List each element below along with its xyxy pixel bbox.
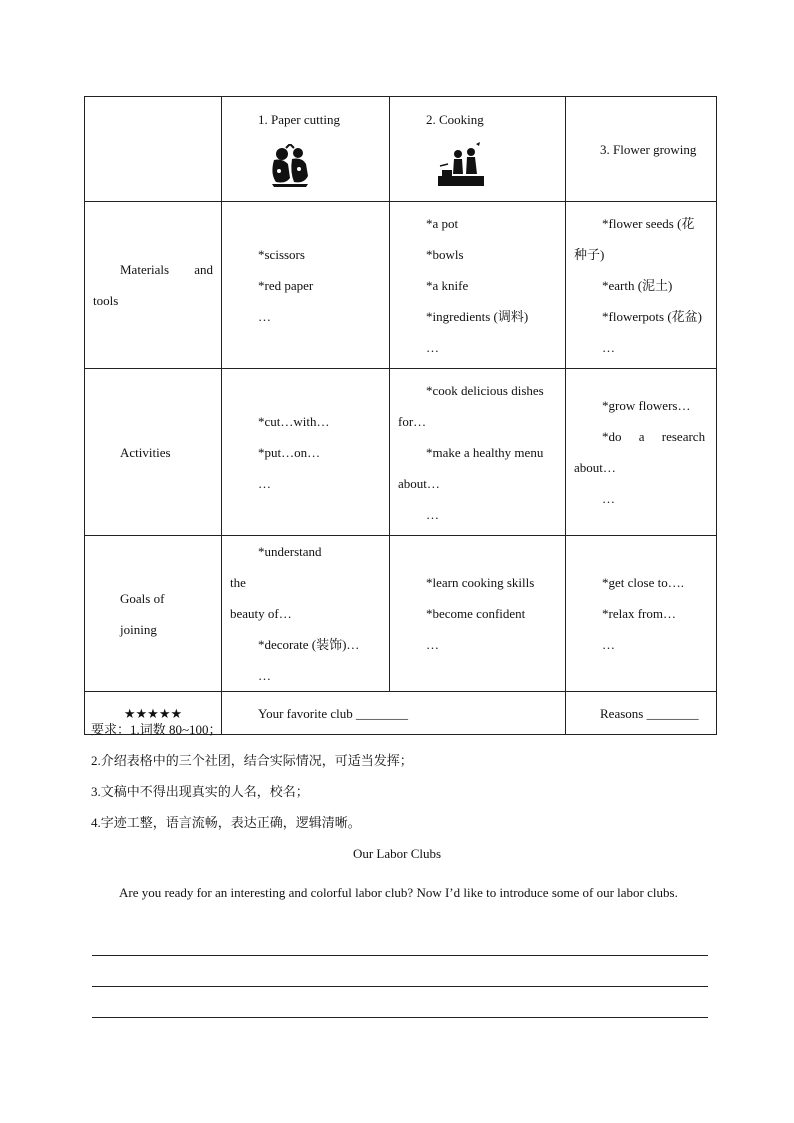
materials-c1-line1: *scissors: [258, 246, 305, 262]
materials-c3-line4: *flowerpots (花盆): [602, 308, 703, 324]
favorite-club-text: Your favorite club ________: [258, 705, 408, 721]
goals-label-line2: joining: [120, 621, 157, 637]
goals-c3-line1: *get close to….: [602, 575, 684, 590]
materials-c2-line4: *ingredients (调料): [426, 308, 529, 324]
materials-c2-line3: *a knife: [426, 277, 469, 293]
materials-label-word3: tools: [93, 293, 119, 308]
essay-title: Our Labor Clubs: [352, 846, 442, 861]
writing-line-2[interactable]: [92, 986, 708, 987]
requirement-line-4: 4.字迹工整，语言流畅，表达正确，逻辑清晰。: [91, 815, 361, 830]
goals-c2-line2: *become confident: [426, 606, 526, 621]
materials-label-word1: Materials: [120, 262, 170, 277]
activities-row: [85, 369, 717, 536]
activities-c2-line2: for…: [398, 413, 427, 429]
materials-c3-line5: …: [602, 339, 615, 355]
materials-c1-line3: …: [258, 308, 271, 324]
goals-club1-cell: [222, 536, 390, 692]
activities-c2-line4: about…: [398, 475, 440, 491]
club1-header-cell: [222, 97, 390, 202]
activities-c3-line1: *grow flowers…: [602, 398, 691, 413]
writing-line-3[interactable]: [92, 1017, 708, 1018]
goals-row: [85, 536, 717, 692]
goals-c1-line1: *understand the: [230, 544, 322, 590]
activities-c3-line2: *do a research: [602, 429, 706, 444]
reasons-text: Reasons ________: [600, 705, 699, 721]
activities-c1-line3: …: [258, 475, 271, 491]
materials-club2-cell: [390, 202, 566, 369]
goals-c1-line4: …: [258, 668, 271, 683]
goals-club2-cell: [390, 536, 566, 692]
paper-cutting-icon: [268, 144, 312, 188]
activities-label: Activities: [120, 444, 171, 460]
essay-intro: Are you ready for an interesting and colorful labor club? Now I’d like to introduce some of our labor clubs.: [119, 885, 678, 900]
materials-c2-line2: *bowls: [426, 246, 464, 262]
requirement-line-2: 2.介绍表格中的三个社团，结合实际情况，可适当发挥；: [91, 753, 413, 768]
goals-c3-line2: *relax from…: [602, 606, 677, 621]
goals-c1-line3: *decorate (装饰)…: [258, 637, 360, 652]
activities-label-cell: [85, 369, 222, 536]
goals-c2-line1: *learn cooking skills: [426, 575, 535, 590]
empty-header-cell: [85, 97, 222, 202]
materials-c2-line5: …: [426, 339, 439, 355]
materials-row: [85, 202, 717, 369]
activities-club2-cell: [390, 369, 566, 536]
goals-club3-cell: [566, 536, 717, 692]
materials-club3-cell: [566, 202, 717, 369]
goals-label-cell: [85, 536, 222, 692]
materials-c3-line3: *earth (泥土): [602, 277, 673, 293]
requirement-line-1: 要求：1.词数 80~100；: [91, 722, 222, 737]
activities-c2-text1: *cook delicious dishes: [426, 382, 544, 398]
materials-c1-line2: *red paper: [258, 277, 314, 293]
goals-label-line1: Goals of: [120, 590, 165, 606]
activities-c2-line1: [398, 375, 557, 406]
writing-line-1[interactable]: [92, 955, 708, 956]
materials-c3-line2: 种子): [574, 246, 605, 262]
club3-title: 3. Flower growing: [600, 141, 697, 157]
goals-c2-line3: …: [426, 637, 439, 652]
activities-c1-line2: *put…on…: [258, 444, 321, 460]
activities-club3-cell: [566, 369, 717, 536]
cooking-icon: [436, 142, 486, 188]
table-header-row: [85, 97, 717, 202]
activities-c2-line5: …: [426, 506, 439, 522]
club2-header-cell: [390, 97, 566, 202]
materials-club1-cell: [222, 202, 390, 369]
club1-title: 1. Paper cutting: [258, 112, 340, 127]
activities-c1-line1: *cut…with…: [258, 413, 330, 429]
materials-c3-line1: *flower seeds (花: [602, 215, 695, 231]
materials-label-word2: and: [194, 262, 213, 277]
club3-header-cell: [566, 97, 717, 202]
materials-label-cell: [85, 202, 222, 369]
club2-title: 2. Cooking: [426, 112, 484, 127]
activities-c3-line3: about…: [574, 460, 616, 475]
star-rating: ★★★★★: [123, 705, 183, 721]
materials-c2-line1: *a pot: [426, 215, 459, 231]
goals-c1-line2: beauty of…: [230, 606, 292, 621]
activities-c2-line3: *make a healthy menu: [426, 444, 544, 460]
goals-c3-line3: …: [602, 637, 615, 652]
clubs-table: [84, 96, 716, 721]
activities-c3-line4: …: [602, 491, 615, 506]
activities-club1-cell: [222, 369, 390, 536]
requirement-line-3: 3.文稿中不得出现真实的人名，校名；: [91, 784, 309, 799]
